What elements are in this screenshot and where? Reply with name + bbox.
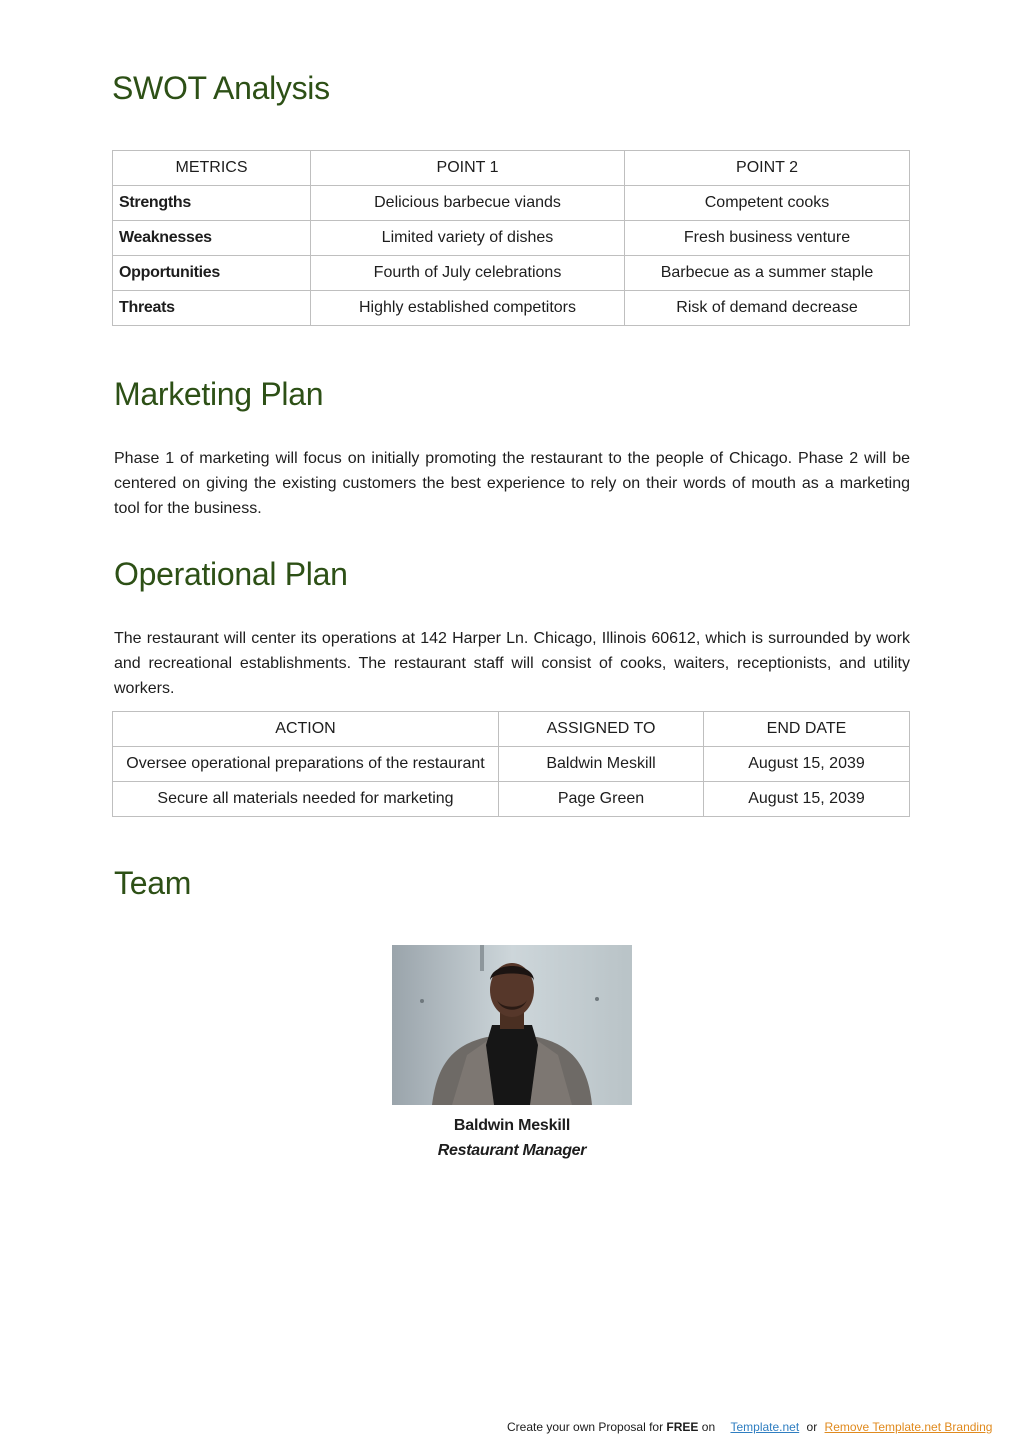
table-cell: Highly established competitors	[311, 291, 625, 326]
table-cell: Competent cooks	[625, 186, 910, 221]
column-header: ASSIGNED TO	[499, 712, 704, 747]
table-cell: Fresh business venture	[625, 221, 910, 256]
table-cell: Limited variety of dishes	[311, 221, 625, 256]
footer-branding	[507, 1420, 992, 1434]
operational-title: Operational Plan	[114, 556, 348, 592]
swot-table	[112, 150, 910, 326]
operational-paragraph: The restaurant will center its operations at 142 Harper Ln. Chicago, Illinois 60612, which is surrounded by work and recreational establishments. The restaurant staff will consist of cooks, waiters, receptionists, and utility workers.	[114, 630, 910, 697]
table-row	[113, 747, 910, 782]
table-cell: Fourth of July celebrations	[311, 256, 625, 291]
marketing-title: Marketing Plan	[114, 376, 324, 412]
metric-cell: Weaknesses	[113, 221, 311, 256]
footer-free: FREE	[666, 1420, 699, 1434]
metric-cell: Threats	[113, 291, 311, 326]
footer-or: or	[806, 1420, 818, 1434]
team-member-role: Restaurant Manager	[437, 1142, 587, 1159]
template-net-link[interactable]: Template.net	[730, 1420, 800, 1434]
column-header: POINT 2	[625, 151, 910, 186]
team-title: Team	[114, 865, 192, 901]
operations-table	[112, 711, 910, 817]
team-member-name: Baldwin Meskill	[453, 1117, 571, 1134]
table-cell: Risk of demand decrease	[625, 291, 910, 326]
table-cell: Delicious barbecue viands	[311, 186, 625, 221]
table-cell: Oversee operational preparations of the restaurant	[113, 747, 499, 782]
table-header-row	[113, 151, 910, 186]
marketing-paragraph: Phase 1 of marketing will focus on initially promoting the restaurant to the people of Chicago. Phase 2 will be centered on giving the existing customers the best experience to rely on their words of mouth as a marketing tool for the business.	[114, 450, 910, 517]
metric-cell: Opportunities	[113, 256, 311, 291]
table-row	[113, 291, 910, 326]
table-row	[113, 782, 910, 817]
table-cell: Baldwin Meskill	[499, 747, 704, 782]
table-cell: Page Green	[499, 782, 704, 817]
metric-cell: Strengths	[113, 186, 311, 221]
column-header: POINT 1	[311, 151, 625, 186]
table-cell: August 15, 2039	[704, 747, 910, 782]
table-cell: August 15, 2039	[704, 782, 910, 817]
table-row	[113, 256, 910, 291]
footer-prefix: Create your own Proposal for	[507, 1420, 667, 1434]
table-cell: Secure all materials needed for marketing	[113, 782, 499, 817]
team-member-photo	[392, 945, 632, 1105]
swot-title: SWOT Analysis	[112, 70, 330, 106]
column-header: METRICS	[113, 151, 311, 186]
column-header: ACTION	[113, 712, 499, 747]
remove-branding-link[interactable]: Remove Template.net Branding	[824, 1420, 993, 1434]
footer-on: on	[698, 1420, 716, 1434]
portrait-illustration	[392, 945, 632, 1105]
table-row	[113, 186, 910, 221]
table-header-row	[113, 712, 910, 747]
table-row	[113, 221, 910, 256]
column-header: END DATE	[704, 712, 910, 747]
table-cell: Barbecue as a summer staple	[625, 256, 910, 291]
